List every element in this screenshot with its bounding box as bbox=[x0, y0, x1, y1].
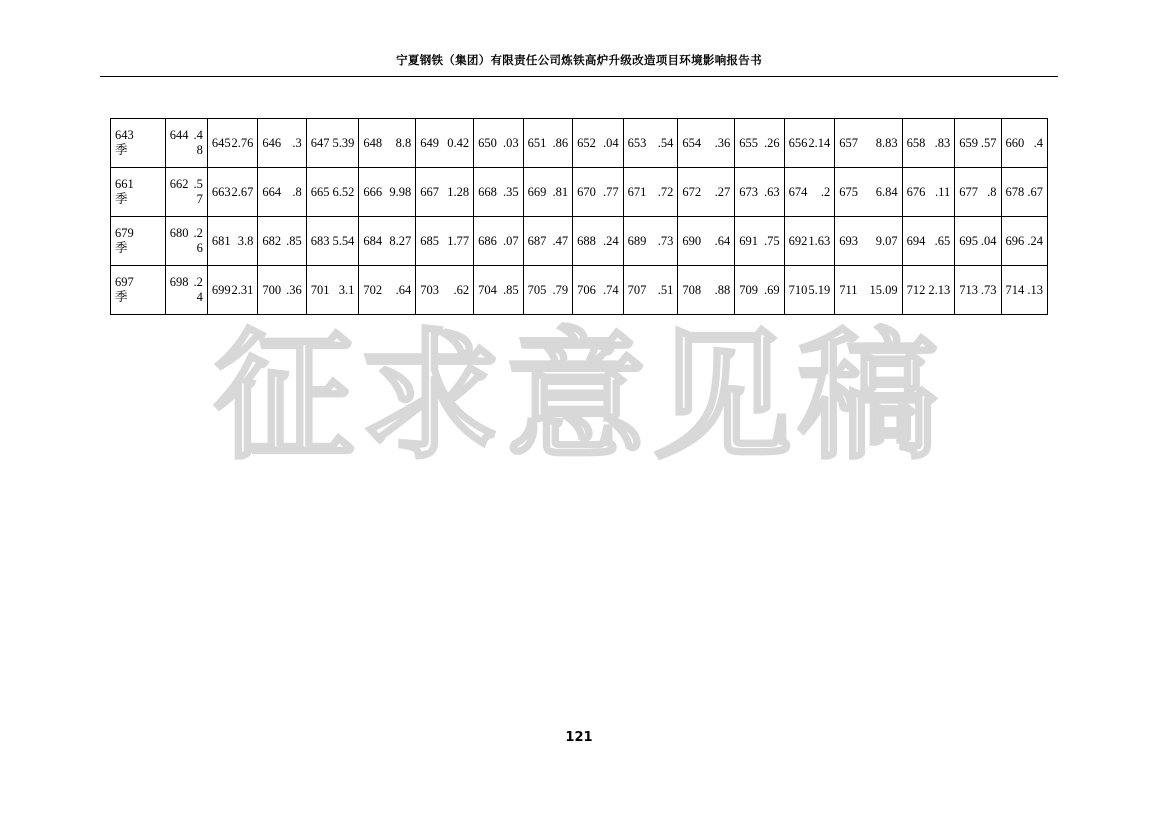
table-cell bbox=[623, 168, 678, 217]
cell-index: 712 bbox=[906, 282, 926, 297]
cell-index: 651 bbox=[527, 135, 547, 150]
cell-index: 650 bbox=[478, 135, 497, 150]
cell-value: 1.28 bbox=[447, 184, 470, 199]
table-cell bbox=[902, 119, 955, 168]
table-cell bbox=[902, 217, 955, 266]
cell-index: 665 bbox=[310, 184, 330, 199]
cell-index: 678 bbox=[1005, 184, 1025, 199]
cell-value: .8 bbox=[292, 184, 302, 199]
cell-index: 691 bbox=[739, 233, 758, 248]
table-cell bbox=[623, 266, 678, 315]
cell-index: 692 bbox=[788, 233, 808, 248]
table-cell bbox=[784, 168, 835, 217]
cell-value: 2.31 bbox=[231, 282, 254, 297]
cell-value: .57 bbox=[980, 135, 997, 150]
table-cell bbox=[416, 168, 474, 217]
cell-value: 2.76 bbox=[231, 135, 254, 150]
row-label-number: 643 bbox=[115, 128, 134, 142]
table-cell bbox=[835, 119, 902, 168]
table-cell bbox=[735, 119, 784, 168]
cell-value: .65 bbox=[934, 233, 951, 248]
table-cell bbox=[1001, 168, 1047, 217]
cell-value: .74 bbox=[603, 282, 619, 297]
cell-value: 5.19 bbox=[808, 282, 831, 297]
table-cell bbox=[306, 217, 359, 266]
table-cell bbox=[902, 168, 955, 217]
table-cell bbox=[955, 168, 1001, 217]
page-header bbox=[100, 52, 1058, 68]
row-label-number: 697 bbox=[115, 275, 134, 289]
table-cell bbox=[258, 168, 306, 217]
cell-index: 680 bbox=[169, 226, 189, 240]
cell-index: 674 bbox=[788, 184, 808, 199]
table-row bbox=[111, 266, 1048, 315]
cell-value: .73 bbox=[980, 282, 997, 297]
cell-value: 2.67 bbox=[231, 184, 254, 199]
table-cell bbox=[784, 217, 835, 266]
cell-value: 5.54 bbox=[332, 233, 355, 248]
cell-value: .64 bbox=[395, 282, 412, 297]
table-cell bbox=[573, 266, 624, 315]
table-row bbox=[111, 168, 1048, 217]
cell-index: 685 bbox=[420, 233, 440, 248]
cell-value: .03 bbox=[503, 135, 519, 150]
cell-value: 8.27 bbox=[389, 233, 412, 248]
cell-value: 2.14 bbox=[808, 135, 831, 150]
table-cell bbox=[678, 168, 735, 217]
cell-index: 701 bbox=[310, 282, 330, 297]
cell-value: .27 bbox=[714, 184, 731, 199]
cell-index: 645 bbox=[211, 135, 231, 150]
cell-index: 714 bbox=[1005, 282, 1025, 297]
cell-index: 707 bbox=[627, 282, 647, 297]
cell-value: .04 bbox=[603, 135, 619, 150]
header-title: 宁夏钢铁（集团）有限责任公司炼铁高炉升级改造项目环境影响报告书 bbox=[396, 53, 762, 67]
cell-index: 671 bbox=[627, 184, 647, 199]
cell-value: .85 bbox=[286, 233, 302, 248]
cell-value: .62 bbox=[453, 282, 470, 297]
table-cell bbox=[474, 266, 523, 315]
cell-value: .26 bbox=[764, 135, 780, 150]
cell-index: 652 bbox=[577, 135, 596, 150]
cell-index: 659 bbox=[959, 135, 978, 150]
table-cell bbox=[523, 217, 572, 266]
cell-index: 667 bbox=[420, 184, 440, 199]
cell-value: 3.8 bbox=[237, 233, 254, 248]
cell-index: 677 bbox=[959, 184, 978, 199]
table-cell bbox=[207, 217, 258, 266]
cell-index: 676 bbox=[906, 184, 926, 199]
table-cell bbox=[523, 168, 572, 217]
row-label-number: 679 bbox=[115, 226, 134, 240]
table-cell bbox=[678, 217, 735, 266]
cell-value: .36 bbox=[286, 282, 302, 297]
table-cell bbox=[207, 266, 258, 315]
cell-value: .36 bbox=[714, 135, 731, 150]
cell-index: 693 bbox=[839, 233, 858, 248]
cell-index: 653 bbox=[627, 135, 647, 150]
table-cell bbox=[955, 119, 1001, 168]
table-cell bbox=[1001, 266, 1047, 315]
cell-value: .88 bbox=[714, 282, 731, 297]
table-cell bbox=[523, 266, 572, 315]
cell-index: 702 bbox=[363, 282, 383, 297]
cell-value: .24 bbox=[1027, 233, 1043, 248]
cell-index: 684 bbox=[363, 233, 383, 248]
cell-value: .54 bbox=[657, 135, 674, 150]
cell-index: 648 bbox=[363, 135, 383, 150]
cell-value: 6.84 bbox=[875, 184, 898, 199]
cell-index: 703 bbox=[420, 282, 440, 297]
cell-index: 657 bbox=[839, 135, 858, 150]
data-table bbox=[110, 118, 1048, 315]
cell-index: 689 bbox=[627, 233, 647, 248]
table-cell bbox=[474, 119, 523, 168]
row-label-text: 季 bbox=[115, 192, 128, 206]
cell-value: .13 bbox=[1027, 282, 1043, 297]
table-cell bbox=[623, 217, 678, 266]
cell-value: .81 bbox=[552, 184, 569, 199]
cell-index: 711 bbox=[839, 282, 858, 297]
table-cell bbox=[474, 217, 523, 266]
cell-index: 669 bbox=[527, 184, 547, 199]
cell-value: .57 bbox=[193, 177, 203, 206]
table-cell bbox=[359, 119, 416, 168]
table-cell bbox=[165, 168, 207, 217]
cell-value: .47 bbox=[552, 233, 569, 248]
cell-value: .24 bbox=[603, 233, 619, 248]
table-cell bbox=[359, 266, 416, 315]
cell-index: 662 bbox=[169, 177, 189, 191]
table-cell bbox=[902, 266, 955, 315]
row-label bbox=[111, 266, 166, 315]
row-label bbox=[111, 217, 166, 266]
cell-value: .73 bbox=[657, 233, 674, 248]
table-cell bbox=[165, 119, 207, 168]
table-cell bbox=[955, 266, 1001, 315]
row-label bbox=[111, 168, 166, 217]
cell-value: .8 bbox=[987, 184, 997, 199]
table-row bbox=[111, 119, 1048, 168]
row-label bbox=[111, 119, 166, 168]
cell-value: .83 bbox=[934, 135, 951, 150]
cell-value: .51 bbox=[657, 282, 674, 297]
table-cell bbox=[573, 168, 624, 217]
cell-value: 9.07 bbox=[875, 233, 898, 248]
cell-value: .04 bbox=[980, 233, 997, 248]
cell-value: 1.63 bbox=[808, 233, 831, 248]
table-cell bbox=[735, 168, 784, 217]
cell-value: .75 bbox=[764, 233, 780, 248]
cell-value: 1.77 bbox=[447, 233, 470, 248]
cell-value: .11 bbox=[935, 184, 951, 199]
cell-index: 700 bbox=[262, 282, 282, 297]
table-cell bbox=[306, 168, 359, 217]
table-cell bbox=[678, 119, 735, 168]
cell-value: 8.8 bbox=[395, 135, 412, 150]
header-divider bbox=[100, 76, 1058, 77]
cell-value: 5.39 bbox=[332, 135, 355, 150]
cell-index: 698 bbox=[169, 275, 189, 289]
table-cell bbox=[523, 119, 572, 168]
table-cell bbox=[623, 119, 678, 168]
cell-index: 646 bbox=[262, 135, 282, 150]
table-cell bbox=[835, 217, 902, 266]
cell-value: .77 bbox=[603, 184, 619, 199]
cell-value: .64 bbox=[714, 233, 731, 248]
cell-index: 710 bbox=[788, 282, 808, 297]
table-cell bbox=[359, 217, 416, 266]
page-number: 121 bbox=[565, 730, 593, 745]
table-cell bbox=[306, 119, 359, 168]
table-cell bbox=[784, 119, 835, 168]
cell-index: 699 bbox=[211, 282, 231, 297]
table-cell bbox=[835, 266, 902, 315]
cell-index: 713 bbox=[959, 282, 978, 297]
cell-value: 6.52 bbox=[332, 184, 355, 199]
cell-value: 2.13 bbox=[928, 282, 951, 297]
table-cell bbox=[1001, 119, 1047, 168]
cell-index: 681 bbox=[211, 233, 231, 248]
cell-index: 683 bbox=[310, 233, 330, 248]
cell-index: 688 bbox=[577, 233, 596, 248]
cell-value: .72 bbox=[657, 184, 674, 199]
cell-index: 690 bbox=[682, 233, 702, 248]
cell-index: 686 bbox=[478, 233, 497, 248]
table-cell bbox=[1001, 217, 1047, 266]
cell-index: 644 bbox=[169, 128, 189, 142]
cell-index: 694 bbox=[906, 233, 926, 248]
cell-value: 9.98 bbox=[389, 184, 412, 199]
cell-value: 15.09 bbox=[869, 282, 898, 297]
row-label-text: 季 bbox=[115, 290, 128, 304]
table-cell bbox=[306, 266, 359, 315]
cell-value: .35 bbox=[503, 184, 519, 199]
cell-value: .86 bbox=[552, 135, 569, 150]
cell-value: .79 bbox=[552, 282, 569, 297]
row-label-number: 661 bbox=[115, 177, 134, 191]
cell-index: 695 bbox=[959, 233, 978, 248]
cell-index: 708 bbox=[682, 282, 702, 297]
cell-index: 696 bbox=[1005, 233, 1025, 248]
table-cell bbox=[207, 119, 258, 168]
cell-value: .63 bbox=[764, 184, 780, 199]
table-cell bbox=[258, 119, 306, 168]
cell-index: 664 bbox=[262, 184, 282, 199]
cell-index: 655 bbox=[739, 135, 758, 150]
cell-value: .67 bbox=[1027, 184, 1043, 199]
table-cell bbox=[735, 266, 784, 315]
row-label-text: 季 bbox=[115, 143, 128, 157]
cell-value: .4 bbox=[1033, 135, 1043, 150]
cell-value: 3.1 bbox=[338, 282, 355, 297]
table-cell bbox=[955, 217, 1001, 266]
row-label-text: 季 bbox=[115, 241, 128, 255]
cell-value: .85 bbox=[503, 282, 519, 297]
table-cell bbox=[835, 168, 902, 217]
cell-index: 658 bbox=[906, 135, 926, 150]
cell-index: 663 bbox=[211, 184, 231, 199]
cell-index: 654 bbox=[682, 135, 702, 150]
cell-index: 675 bbox=[839, 184, 858, 199]
cell-value: .3 bbox=[292, 135, 302, 150]
cell-value: 0.42 bbox=[447, 135, 470, 150]
cell-index: 649 bbox=[420, 135, 440, 150]
cell-index: 706 bbox=[577, 282, 596, 297]
cell-index: 660 bbox=[1005, 135, 1025, 150]
table-cell bbox=[416, 266, 474, 315]
table-cell bbox=[784, 266, 835, 315]
cell-value: .24 bbox=[193, 275, 203, 304]
cell-index: 672 bbox=[682, 184, 702, 199]
table-cell bbox=[573, 119, 624, 168]
cell-index: 687 bbox=[527, 233, 547, 248]
cell-index: 682 bbox=[262, 233, 282, 248]
table-cell bbox=[165, 217, 207, 266]
page-footer bbox=[0, 730, 1158, 745]
cell-index: 709 bbox=[739, 282, 758, 297]
cell-value: .69 bbox=[764, 282, 780, 297]
cell-index: 668 bbox=[478, 184, 497, 199]
table-cell bbox=[416, 217, 474, 266]
table-cell bbox=[735, 217, 784, 266]
table-row bbox=[111, 217, 1048, 266]
table-cell bbox=[573, 217, 624, 266]
table-cell bbox=[678, 266, 735, 315]
table-cell bbox=[258, 266, 306, 315]
table-cell bbox=[359, 168, 416, 217]
cell-value: 8.83 bbox=[875, 135, 898, 150]
cell-index: 666 bbox=[363, 184, 383, 199]
data-table-container bbox=[110, 118, 1048, 315]
cell-value: .48 bbox=[193, 128, 203, 157]
watermark-text: 征求意见稿 bbox=[213, 316, 944, 479]
cell-index: 704 bbox=[478, 282, 497, 297]
table-cell bbox=[207, 168, 258, 217]
cell-index: 705 bbox=[527, 282, 547, 297]
table-cell bbox=[165, 266, 207, 315]
table-cell bbox=[258, 217, 306, 266]
table-cell bbox=[416, 119, 474, 168]
cell-index: 656 bbox=[788, 135, 808, 150]
cell-value: .07 bbox=[503, 233, 519, 248]
cell-value: .2 bbox=[820, 184, 831, 199]
cell-index: 670 bbox=[577, 184, 596, 199]
cell-index: 673 bbox=[739, 184, 758, 199]
cell-index: 647 bbox=[310, 135, 330, 150]
cell-value: .26 bbox=[193, 226, 203, 255]
table-cell bbox=[474, 168, 523, 217]
